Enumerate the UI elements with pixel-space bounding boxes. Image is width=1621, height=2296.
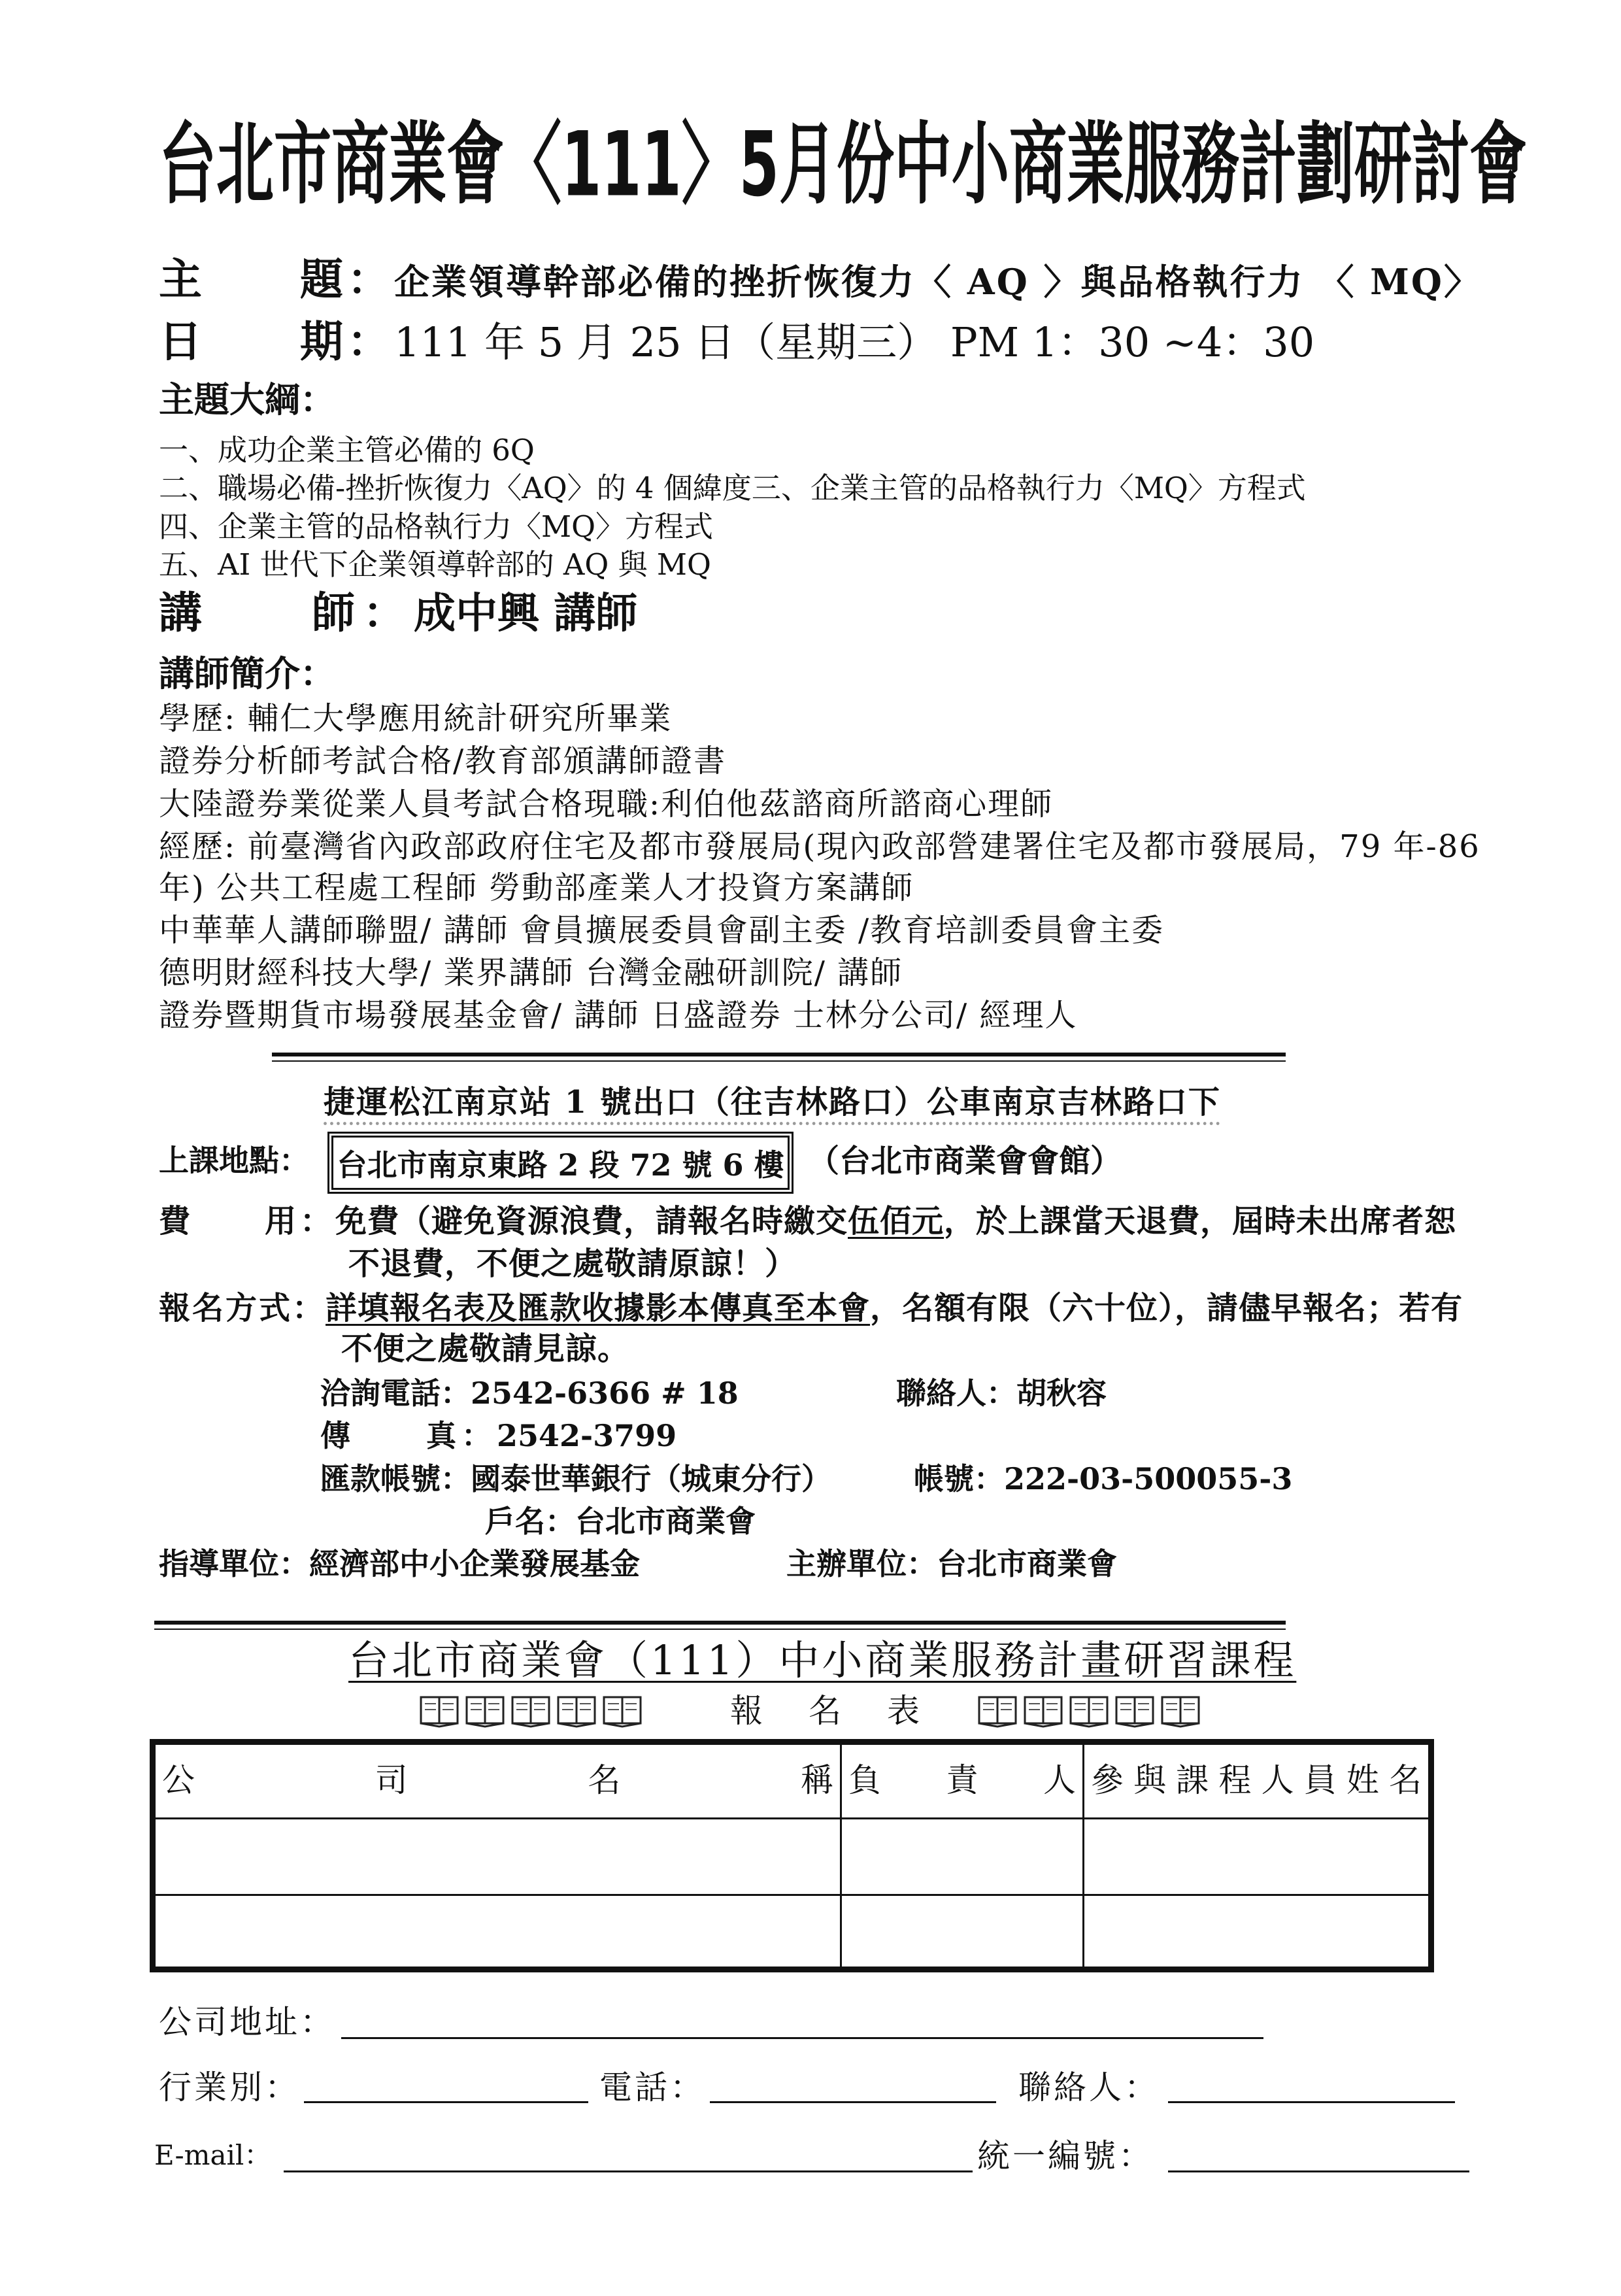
tax-id-label: 統一編號： <box>977 2137 1154 2175</box>
venue-address: 台北市南京東路 2 段 72 號 6 樓 <box>337 1147 784 1183</box>
registration-line2 <box>341 1330 630 1367</box>
page-title: 台北市商業會〈111〉5月份中小商業服務計劃研討會 <box>159 112 1527 217</box>
book-icon <box>1160 1694 1201 1730</box>
table-cell-responsible-person[interactable] <box>842 1896 1084 1967</box>
outline-item: 五、AI 世代下企業領導幹部的 AQ 與 MQ <box>159 547 711 582</box>
bio-line: 證券分析師考試合格/教育部頒講師證書 <box>159 743 727 779</box>
topic-row <box>159 254 1481 305</box>
book-icon <box>602 1694 643 1730</box>
registration-table <box>150 1739 1434 1972</box>
date-label: 日 期： <box>159 316 394 367</box>
outline-heading: 主題大綱： <box>159 379 335 420</box>
registration-emphasis: 詳填報名表及匯款收據影本傳真至本會 <box>326 1290 871 1326</box>
table-header-responsible-person: 負責人 <box>842 1745 1084 1819</box>
fee-line2 <box>348 1245 797 1282</box>
table-cell-participant-names[interactable] <box>1084 1819 1428 1896</box>
company-address-field[interactable] <box>341 2037 1263 2039</box>
bio-line: 學歷: 輔仁大學應用統計研究所畢業 <box>159 700 673 737</box>
lecturer-name: 成中興 講師 <box>414 589 638 638</box>
form-title: 台北市商業會（111）中小商業服務計畫研習課程 <box>348 1636 1297 1684</box>
outline-item: 四、企業主管的品格執行力〈MQ〉方程式 <box>159 509 713 544</box>
fax-number: 2542-3799 <box>497 1418 677 1453</box>
lecturer-row <box>159 587 638 638</box>
host-unit: 主辦單位：台北市商業會 <box>786 1546 1117 1581</box>
outline-item: 一、成功企業主管必備的 6Q <box>159 433 535 467</box>
transport-directions: 捷運松江南京站 1 號出口（往吉林路口）公車南京吉林路口下 <box>324 1084 1221 1121</box>
topic-value: 企業領導幹部必備的挫折恢復力〈 AQ 〉與品格執行力 〈 MQ〉 <box>394 261 1481 303</box>
email-field[interactable] <box>284 2170 973 2172</box>
phone-label: 電話： <box>599 2068 705 2106</box>
venue-label: 上課地點： <box>159 1143 309 1178</box>
contact-fax <box>320 1418 677 1453</box>
book-icons-right <box>977 1694 1201 1730</box>
table-cell-company-name[interactable] <box>156 1896 842 1967</box>
industry-label: 行業別： <box>159 2068 300 2106</box>
tax-id-field[interactable] <box>1168 2170 1469 2172</box>
fee-amount: 伍佰元 <box>848 1203 944 1240</box>
fee-text-cont: ，於上課當天退費，屆時未出席者恕 <box>944 1203 1457 1240</box>
book-icon <box>1069 1694 1109 1730</box>
book-icon <box>419 1694 460 1730</box>
section-divider <box>272 1053 1286 1062</box>
guidance-unit: 指導單位：經濟部中小企業發展基金 <box>159 1546 640 1581</box>
account-name: 戶名：台北市商業會 <box>485 1504 756 1539</box>
book-icon <box>1114 1694 1155 1730</box>
bio-line: 證券暨期貨市場發展基金會/ 講師 日盛證券 士林分公司/ 經理人 <box>159 997 1078 1034</box>
fee-row <box>159 1203 1457 1240</box>
form-subtitle: 報 名 表 <box>730 1692 926 1730</box>
bio-line: 大陸證券業從業人員考試合格現職:利伯他茲諮商所諮商心理師 <box>159 786 1054 822</box>
contact-label: 聯絡人： <box>1018 2068 1160 2106</box>
table-header-company-name: 公司名稱 <box>156 1745 842 1819</box>
bio-line: 經歷: 前臺灣省內政部政府住宅及都市發展局(現內政部營建署住宅及都市發展局，79 年-86 <box>159 828 1480 865</box>
table-cell-responsible-person[interactable] <box>842 1819 1084 1896</box>
bio-line: 中華華人講師聯盟/ 講師 會員擴展委員會副主委 /教育培訓委員會主委 <box>159 912 1165 949</box>
section-divider <box>154 1621 1286 1630</box>
bank-account: 帳號：222-03-500055-3 <box>914 1461 1293 1496</box>
bio-line: 年) 公共工程處工程師 勞動部產業人才投資方案講師 <box>159 869 914 906</box>
registration-text: ，名額有限（六十位），請儘早報名；若有 <box>870 1290 1463 1326</box>
book-icons-left <box>419 1694 643 1730</box>
book-icon <box>1023 1694 1063 1730</box>
lecturer-label: 講 師： <box>159 587 414 638</box>
company-address-label: 公司地址： <box>159 2003 335 2041</box>
outline-item: 二、職場必備-挫折恢復力〈AQ〉的 4 個緯度三、企業主管的品格執行力〈MQ〉方程式 <box>159 471 1306 505</box>
venue-building: （台北市商業會會館） <box>808 1143 1122 1179</box>
phone-field[interactable] <box>710 2101 996 2103</box>
fee-text: 免費（避免資源浪費，請報名時繳交 <box>335 1203 848 1240</box>
book-icon <box>510 1694 551 1730</box>
bio-line: 德明財經科技大學/ 業界講師 台灣金融研訓院/ 講師 <box>159 954 903 991</box>
book-icon <box>977 1694 1018 1730</box>
contact-person: 聯絡人：胡秋容 <box>896 1376 1107 1411</box>
bank-info: 匯款帳號：國泰世華銀行（城東分行） <box>320 1461 831 1496</box>
fee-label: 費 用： <box>159 1203 336 1240</box>
book-icon <box>556 1694 597 1730</box>
registration-note: 不便之處敬請見諒。 <box>341 1330 630 1367</box>
date-row <box>159 316 1315 367</box>
contact-phone: 洽詢電話：2542-6366 # 18 <box>320 1376 739 1411</box>
fax-label: 傳 真： <box>320 1418 497 1453</box>
email-label: E-mail： <box>154 2139 272 2171</box>
registration-row <box>159 1292 1463 1324</box>
book-icon <box>465 1694 505 1730</box>
table-cell-participant-names[interactable] <box>1084 1896 1428 1967</box>
date-value: 111 年 5 月 25 日（星期三） PM 1：30 ~4：30 <box>394 318 1315 366</box>
registration-label: 報名方式： <box>159 1290 326 1326</box>
industry-field[interactable] <box>304 2101 588 2103</box>
venue-address-box <box>327 1132 794 1194</box>
table-header-participant-names: 參與課程人員姓名 <box>1084 1745 1428 1819</box>
topic-label: 主 題： <box>159 254 394 305</box>
bio-heading: 講師簡介： <box>159 652 335 694</box>
fee-note: 不退費，不便之處敬請原諒！） <box>348 1245 797 1282</box>
contact-field[interactable] <box>1168 2101 1455 2103</box>
table-cell-company-name[interactable] <box>156 1819 842 1896</box>
